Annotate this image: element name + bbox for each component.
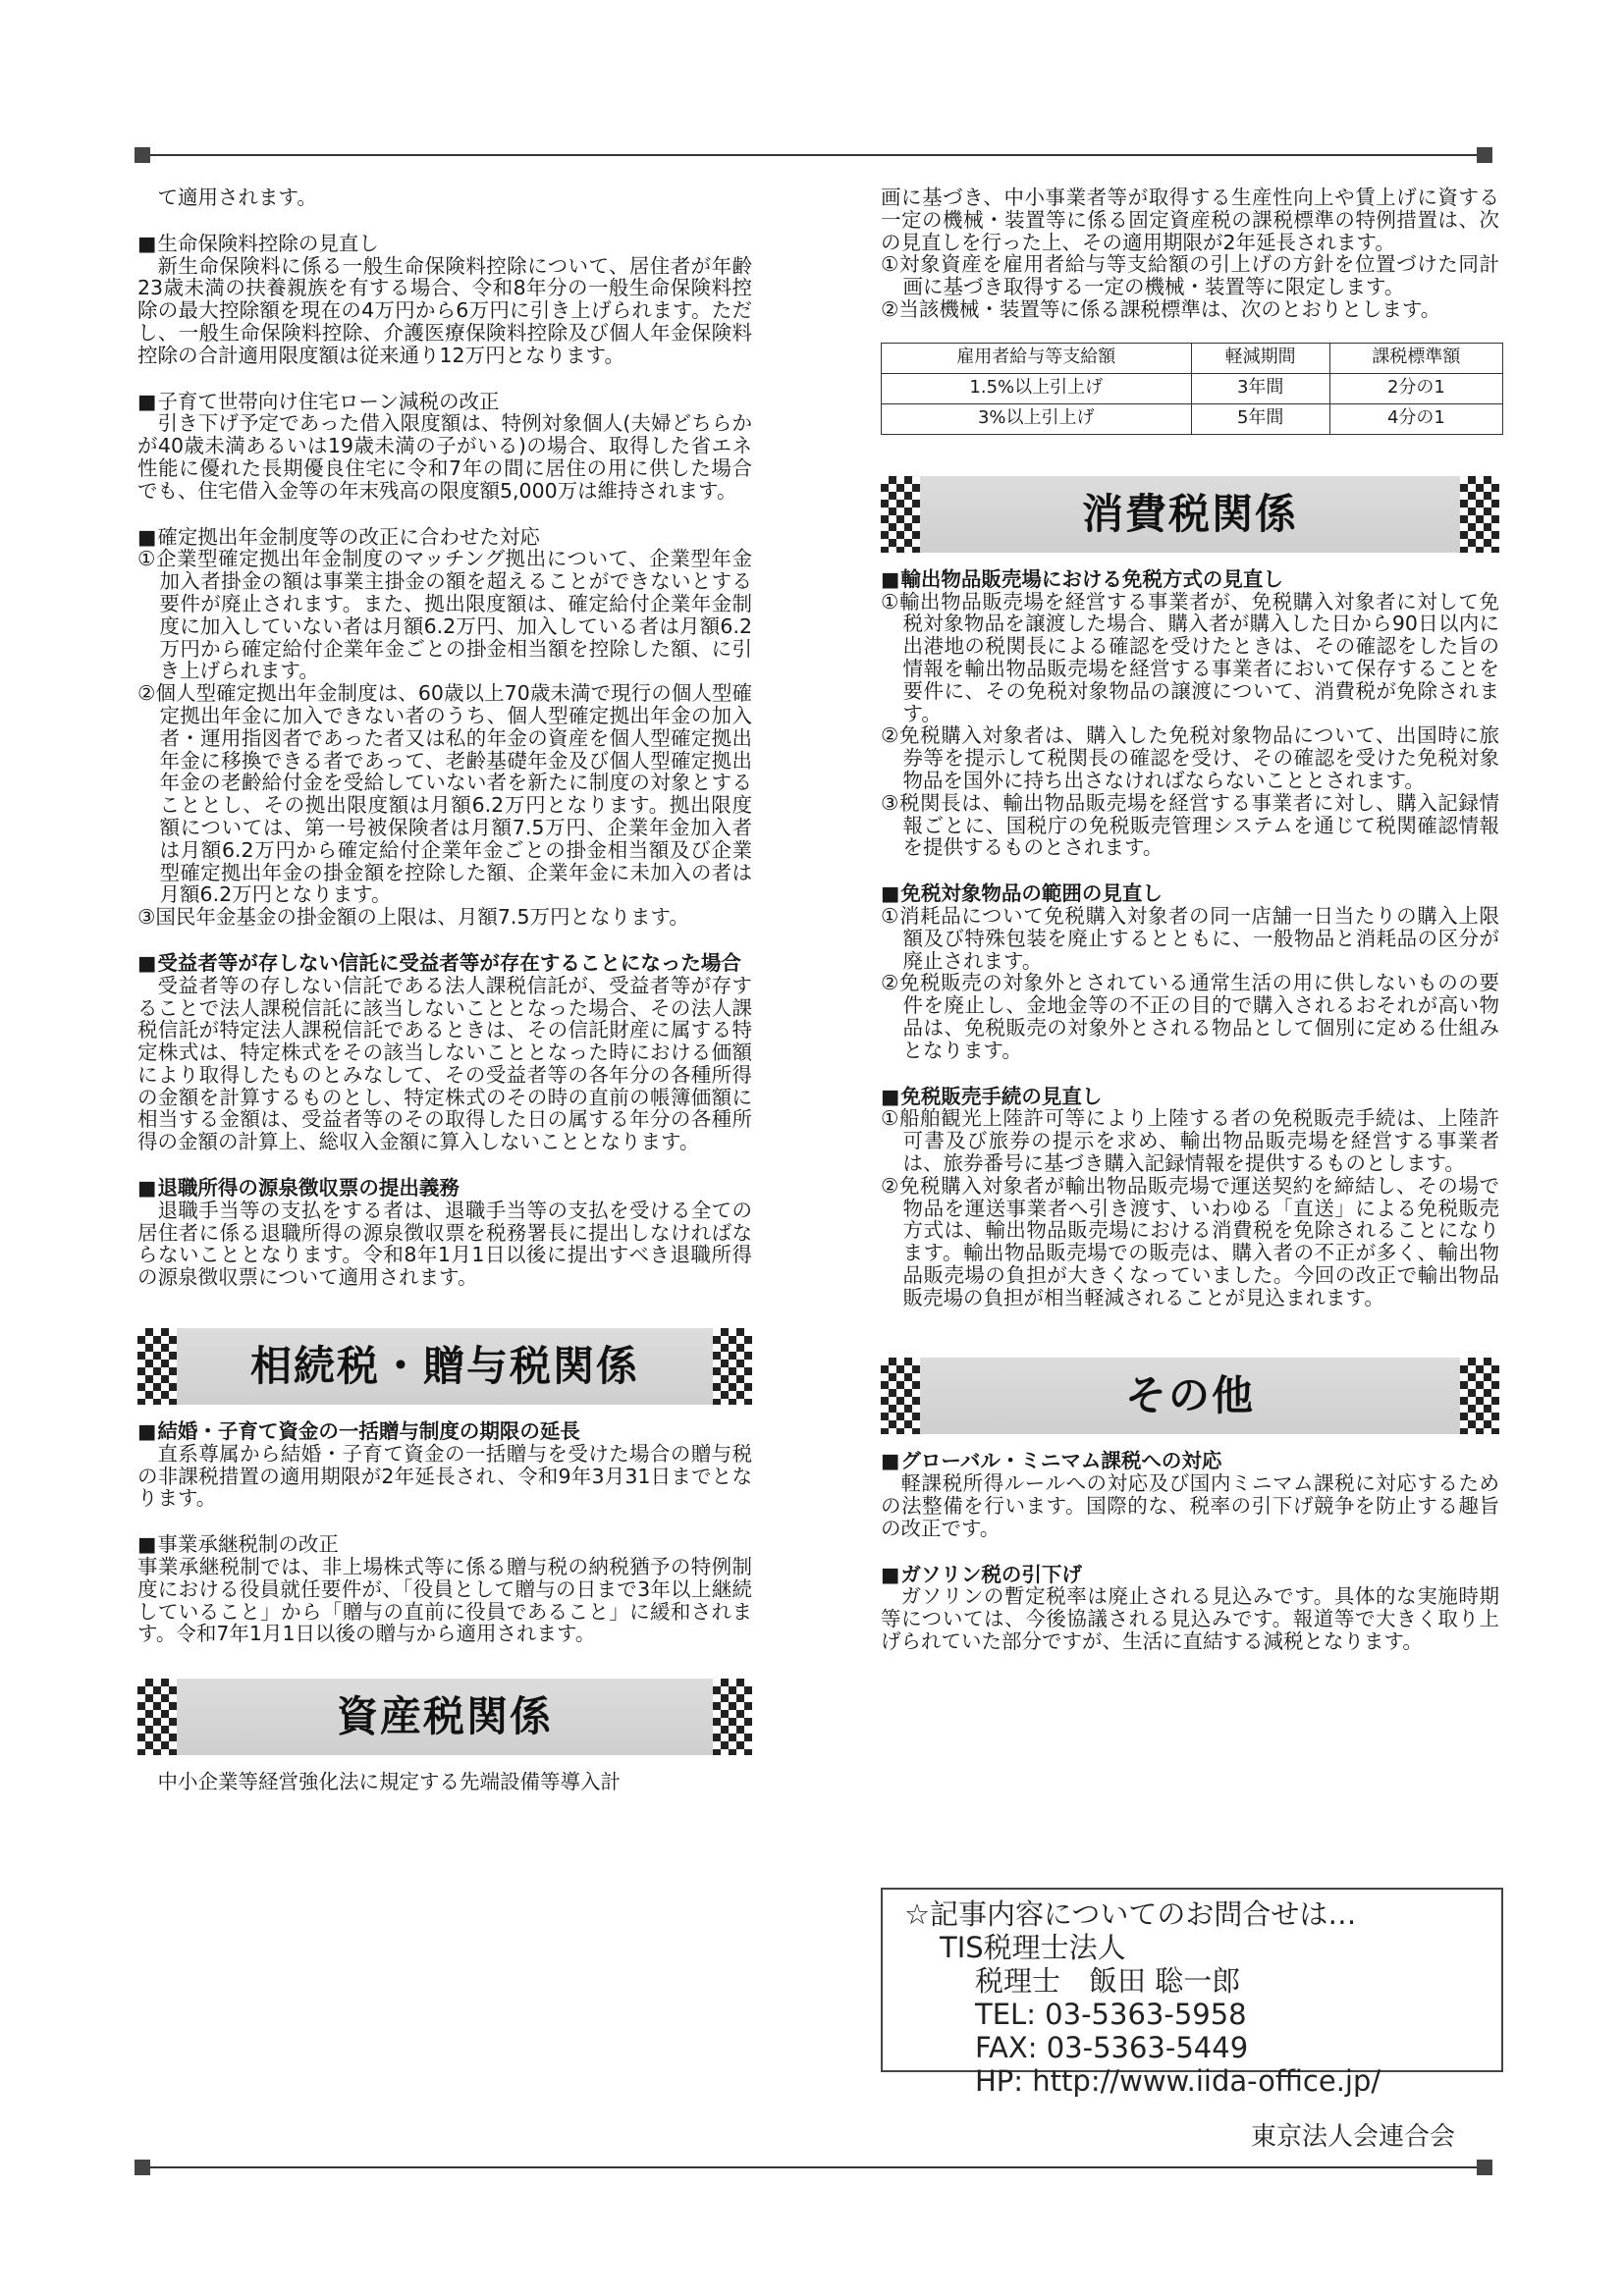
table-row (882, 403, 1503, 434)
banner-title: 資産税関係 (336, 1692, 553, 1741)
section-body: 軽課税所得ルールへの対応及び国内ミニマム課税に対応するための法整備を行います。国際的な、税率の引下げ競争を防止する趣旨の改正です。 (881, 1471, 1499, 1540)
section-heading: ■ グローバル・ミニマム課税への対応 (881, 1450, 1499, 1472)
item-marker: ③ (137, 905, 156, 930)
left-column (137, 187, 752, 1793)
item-marker: ① (881, 1106, 899, 1131)
section-housing-loan (137, 391, 752, 503)
banner-other (881, 1358, 1499, 1434)
list-item (881, 1107, 1499, 1174)
section-gasoline-tax (881, 1564, 1499, 1653)
item-text: 免税購入対象者が輸出物品販売場で運送契約を締結し、その場で物品を運送事業者へ引き渡す、いわゆる「直送」による免税販売方式は、輸出物品販売場における消費税を免除されることになります。輸出物品販売場での販売は、購入者の不正が多く、輸出物品販売場の負担が大きくなっていました。今回の改正で輸出物品販売場の負担が相当軽減されることが見込まれます。 (898, 1173, 1499, 1309)
list-item (137, 906, 752, 929)
section-heading: ■ 免税対象物品の範囲の見直し (881, 882, 1499, 905)
section-export-dutyfree (881, 568, 1499, 859)
table-cell: 5年間 (1191, 403, 1329, 434)
item-marker: ① (881, 903, 899, 928)
contact-fax: FAX: 03-5363-5449 (975, 2031, 1249, 2064)
item-text: 税関長は、輸出物品販売場を経営する事業者に対し、購入記録情報ごとに、国税庁の免税販売管理システムを通じて税関確認情報を提供するものとされます。 (898, 790, 1499, 860)
item-text: 船舶観光上陸許可等により上陸する者の免税販売手続は、上陸許可書及び旅券の提示を求め、輸出物品販売場を経営する事業者は、旅券番号に基づき購入記録情報を提供するものとします。 (898, 1106, 1499, 1175)
item-text: 対象資産を雇用者給与等支給額の引上げの方針を位置づけた同計画に基づき取得する一定の機械・装置等に限定します。 (898, 252, 1499, 299)
section-heading: ■ ガソリン税の引下げ (881, 1564, 1499, 1586)
item-text: 企業型確定拠出年金制度のマッチング拠出について、企業型年金加入者掛金の額は事業主掛金の額を超えることができないとする要件が廃止されます。また、拠出限度額は、確定給付企業年金制度に加入していない者は月額6.2万円、加入している者は月額6.2万円から確定給付企業年金ごとの掛金相当額を控除した額、に引き上げられます。 (155, 547, 752, 683)
checker-pattern-right (1460, 476, 1499, 553)
item-text: 免税販売の対象外とされている通常生活の用に供しないものの要件を廃止し、金地金等の不正の目的で購入されるおそれが高い物品は、免税販売の対象外とされる物品として個別に定める仕組みとなります。 (898, 971, 1499, 1062)
bottom-right-corner-square (1477, 2160, 1492, 2175)
contact-tel: TEL: 03-5363-5958 (975, 1998, 1247, 2031)
intro-text: て適用されます。 (157, 186, 317, 209)
section-heading: ■ 退職所得の源泉徴収票の提出義務 (137, 1177, 752, 1200)
section-heading: ■ 子育て世帯向け住宅ローン減税の改正 (137, 391, 752, 413)
table-cell: 2分の1 (1329, 373, 1502, 403)
section-life-insurance (137, 233, 752, 367)
checker-pattern-right (713, 1328, 752, 1405)
list-item (881, 972, 1499, 1061)
table-header-cell: 雇用者給与等支給額 (882, 343, 1192, 373)
banner-property-tax (137, 1679, 752, 1755)
tax-standard-table (881, 343, 1503, 435)
top-rule (140, 154, 1484, 156)
section-business-succession (137, 1533, 752, 1645)
section-heading: ■ 結婚・子育て資金の一括贈与制度の期限の延長 (137, 1420, 752, 1443)
list-item (881, 724, 1499, 791)
item-marker: ② (881, 971, 899, 995)
banner-title: その他 (1124, 1371, 1255, 1420)
section-heading: ■ 受益者等が存しない信託に受益者等が存在することになった場合 (137, 952, 752, 975)
section-dutyfree-procedure (881, 1086, 1499, 1309)
section-marriage-childcare-gift (137, 1420, 752, 1510)
section-body: 受益者等の存しない信託である法人課税信託が、受益者等が存することで法人課税信託に該当しないこととなった場合、その法人課税信託が特定法人課税信託であるときは、その信託財産に属する特定株式は、特定株式をその該当しないこととなった時における価額により取得したものとみなして、その受益者等の各年分の各種所得の金額を計算するものとし、特定株式のその時の直前の帳簿価額に相当する金額は、受益者等のその取得した日の属する年分の各種所得の金額の計算上、総収入金額に算入しないこととなります。 (137, 973, 752, 1154)
item-marker: ① (881, 252, 899, 277)
right-column (881, 187, 1499, 1653)
section-global-minimum-tax (881, 1450, 1499, 1539)
item-text: 当該機械・装置等に係る課税標準は、次のとおりとします。 (898, 296, 1441, 321)
checker-pattern-right (713, 1679, 752, 1755)
item-marker: ② (137, 681, 156, 706)
section-body-start: 中小企業等経営強化法に規定する先端設備等導入計 (157, 1770, 621, 1794)
table-row (882, 373, 1503, 403)
section-body: 直系尊属から結婚・子育て資金の一括贈与を受けた場合の贈与税の非課税措置の適用期限が2年延長され、令和9年3月31日までとなります。 (137, 1441, 752, 1511)
table-cell: 4分の1 (1329, 403, 1502, 434)
item-marker: ③ (881, 790, 899, 815)
continued-text: 画に基づき、中小事業者等が取得する生産性向上や賃上げに資する一定の機械・装置等に係る固定資産税の課税標準の特例措置は、次の見直しを行った上、その適用期限が2年延長されます。 (881, 186, 1499, 254)
bottom-left-corner-square (135, 2160, 150, 2175)
item-text: 個人型確定拠出年金制度は、60歳以上70歳未満で現行の個人型確定拠出年金に加入できない者のうち、個人型確定拠出年金の加入者・運用指図者であった者又は私的年金の資産を個人型確定拠出年金に移換できる者であって、老齢基礎年金及び個人型確定拠出年金の老齢給付金を受給していない者を新たに制度の対象とすることとし、その拠出限度額は月額6.2万円となります。拠出限度額については、第一号被保険者は月額7.5万円、企業年金加入者は月額6.2万円から確定給付企業年金ごとの掛金相当額及び企業型確定拠出年金の掛金額を控除した額、企業年金に未加入の者は月額6.2万円となります。 (155, 681, 752, 907)
footer-organization: 東京法人会連合会 (1251, 2122, 1456, 2152)
item-marker: ① (137, 547, 156, 571)
top-right-corner-square (1477, 147, 1492, 163)
section-pension (137, 526, 752, 929)
contact-box (881, 1888, 1503, 2098)
table-header-cell: 軽減期間 (1191, 343, 1329, 373)
list-item (881, 298, 1499, 321)
list-item (137, 682, 752, 906)
list-item (881, 1175, 1499, 1309)
banner-title: 消費税関係 (1081, 489, 1298, 538)
table-cell: 1.5%以上引上げ (882, 373, 1192, 403)
item-text: 国民年金基金の掛金額の上限は、月額7.5万円となります。 (155, 905, 689, 930)
section-dutyfree-scope (881, 882, 1499, 1061)
section-body: 引き下げ予定であった借入限度額は、特例対象個人(夫婦どちらかが40歳未満あるいは19歳未満の子がいる)の場合、取得した省エネ性能に優れた長期優良住宅に令和7年の間に居住の用に供した場合でも、住宅借入金等の年末残高の限度額5,000万は維持されます。 (137, 411, 752, 503)
top-left-corner-square (135, 147, 150, 163)
table-cell: 3%以上引上げ (882, 403, 1192, 434)
section-heading: ■ 事業承継税制の改正 (137, 1533, 752, 1556)
item-text: 消耗品について免税購入対象者の同一店舗一日当たりの購入上限額及び特殊包装を廃止するとともに、一般物品と消耗品の区分が廃止されます。 (898, 903, 1499, 973)
banner-consumption-tax (881, 476, 1499, 553)
section-heading: ■ 生命保険料控除の見直し (137, 233, 752, 255)
bottom-rule (140, 2166, 1484, 2168)
section-trust (137, 952, 752, 1153)
list-item (881, 905, 1499, 972)
list-item (881, 792, 1499, 859)
section-retirement-slip (137, 1177, 752, 1289)
list-item (881, 591, 1499, 725)
checker-pattern-right (1460, 1358, 1499, 1434)
table-header-row (882, 343, 1503, 373)
section-body: 退職手当等の支払をする者は、退職手当等の支払を受ける全ての居住者に係る退職所得の源泉徴収票を税務署長に提出しなければならないこととなります。令和8年1月1日以後に提出すべき退職所得の源泉徴収票について適用されます。 (137, 1198, 752, 1290)
section-heading: ■ 輸出物品販売場における免税方式の見直し (881, 568, 1499, 591)
list-item (881, 253, 1499, 298)
item-marker: ② (881, 723, 899, 748)
list-item (137, 548, 752, 682)
section-body: ガソリンの暫定税率は廃止される見込みです。具体的な実施時期等については、今後協議される見込みです。報道等で大きく取り上げられていた部分ですが、生活に直結する減税となります。 (881, 1584, 1499, 1654)
item-text: 輸出物品販売場を経営する事業者が、免税購入対象者に対して免税対象物品を譲渡した場合、購入者が購入した日から90日以内に出港地の税関長による確認を受けたときは、その確認をした旨の情報を輸出物品販売場を経営する事業者において保存することを要件に、その免税対象物品の譲渡について、消費税が免除されます。 (898, 589, 1499, 725)
contact-hp[interactable]: HP: http://www.iida-office.jp/ (975, 2064, 1381, 2098)
contact-firm: TIS税理士法人 (940, 1931, 1126, 1964)
contact-person: 税理士 飯田 聡一郎 (975, 1964, 1241, 1998)
item-marker: ② (881, 1173, 899, 1198)
section-heading: ■ 免税販売手続の見直し (881, 1086, 1499, 1108)
banner-inheritance-gift-tax (137, 1328, 752, 1405)
table-cell: 3年間 (1191, 373, 1329, 403)
item-text: 免税購入対象者は、購入した免税対象物品について、出国時に旅券等を提示して税関長の確認を受け、その確認を受けた免税対象物品を国外に持ち出さなければならないこととされます。 (899, 723, 1499, 792)
banner-title: 相続税・贈与税関係 (249, 1342, 639, 1391)
section-body: 事業承継税制では、非上場株式等に係る贈与税の納税猶予の特例制度における役員就任要件が、「役員として贈与の日まで3年以上継続していること」から「贈与の直前に役員であること」に緩和されます。令和7年1月1日以後の贈与から適用されます。 (137, 1555, 752, 1646)
table-header-cell: 課税標準額 (1329, 343, 1502, 373)
contact-heading: ☆記事内容についてのお問合せは… (904, 1897, 1357, 1931)
item-marker: ② (881, 296, 899, 321)
item-marker: ① (881, 589, 899, 614)
section-heading: ■ 確定拠出年金制度等の改正に合わせた対応 (137, 526, 752, 549)
section-body: 新生命保険料に係る一般生命保険料控除について、居住者が年齢23歳未満の扶養親族を有する場合、令和8年分の一般生命保険料控除の最大控除額を現在の4万円から6万円に引き上げられます。ただし、一般生命保険料控除、介護医療保険料控除及び個人年金保険料控除の合計適用限度額は従来通り12万円となります。 (137, 253, 752, 367)
